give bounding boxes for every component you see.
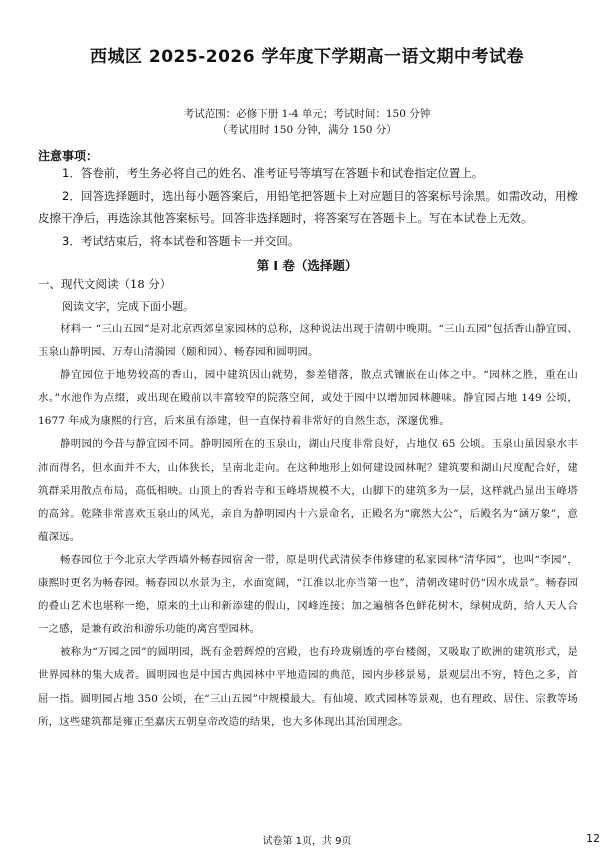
exam-scope: 考试范围：必修下册 1-4 单元；考试时间：150 分钟 (183, 108, 431, 120)
note-item: 3．考试结束后，将本试卷和答题卡一并交回。 (62, 233, 300, 248)
page-number: 12 (586, 832, 600, 845)
passage-paragraph: 静明园的今昔与静宜园不同。静明园所在的玉泉山，湖山尺度非常良好，占地仅 65 公顷。玉泉山虽因泉水丰沛而得名，但水面并不大，山体狭长，呈南北走向。在这种地形上如何建设园林呢？建筑要和湖山尺度配合好，建筑群采用散点布局，高低相映。山顶上的香岩寺和玉峰塔规模不大，山脚下的建筑多为一层，这样就凸显出玉峰塔的高耸。乾隆非常喜欢玉泉山的风光，亲自为静明园内十六景命名，正殿名为“廓然大公”，后殿名为“涵万象”，意蕴深远。 (38, 438, 578, 543)
notes-list (38, 162, 578, 252)
notes-heading: 注意事项： (38, 149, 99, 163)
reading-passage (38, 318, 578, 734)
exam-scope-note: （考试用时 150 分钟，满分 150 分） (217, 124, 397, 136)
passage-paragraph: 畅春园位于今北京大学西墙外畅春园宿舍一带，原是明代武清侯李伟修建的私家园林“清华园”，也叫“李园”，康熙时更名为畅春园。畅春园以水景为主，水面宽阔，“江淮以北亦当第一也”，清朝改建时仍“因水成景”。畅春园的叠山艺术也堪称一绝，原来的土山和新添建的假山，冈峰连接；加之遍植各色鲜花树木，绿树成荫，给人天人合一之感，是兼有政治和游乐功能的离宫型园林。 (38, 553, 578, 636)
exam-title: 西城区 2025-2026 学年度下学期高一语文期中考试卷 (89, 47, 525, 67)
section-title: 一、现代文阅读（18 分） (38, 277, 172, 291)
section-intro: 阅读文字，完成下面小题。 (62, 300, 194, 313)
passage-paragraph: 材料一 “三山五园”是对北京西郊皇家园林的总称，这种说法出现于清朝中晚期。“三山五园”包括香山静宜园、玉泉山静明园、万寿山清漪园（颐和园）、畅春园和圆明园。 (38, 323, 578, 359)
note-item: 2．回答选择题时，选出每小题答案后，用铅笔把答题卡上对应题目的答案标号涂黑。如需改动，用橡皮擦干净后，再选涂其他答案标号。回答非选择题时，将答案写在答题卡上。写在本试卷上无效。 (38, 188, 578, 225)
passage-paragraph: 被称为“万园之园”的圆明园，既有金碧辉煌的宫殿，也有玲珑剔透的亭台楼阁，又吸取了欧洲的建筑形式，是世界园林的集大成者。圆明园也是中国古典园林中平地造园的典范，园内步移景易，景观层出不穷，特色之多，首屈一指。圆明园占地 350 公顷，在“三山五园”中规模最大。有仙境、欧式园林等景观，也有理政、居住、宗教等场所，这些建筑都是雍正至嘉庆五朝皇帝改造的结果，也大多体现出其治国理念。 (38, 646, 578, 728)
volume-title: 第 I 卷（选择题） (256, 258, 358, 273)
note-item: 1．答卷前，考生务必将自己的姓名、准考证号等填写在答题卡和试卷指定位置上。 (62, 166, 484, 180)
page-footer: 试卷第 1页，共 9页 (262, 836, 352, 847)
passage-paragraph: 静宜园位于地势较高的香山，园中建筑因山就势，参差错落，散点式镶嵌在山体之中。“园林之胜，重在山水。”水池作为点缀，或出现在殿前以丰富较窄的院落空间，或处于园中以增加园林趣味。静宜园占地 149 公顷，1677 年成为康熙的行宫，后来虽有添建，但一直保持着非常好的自然生态，深邃优雅。 (38, 369, 578, 428)
